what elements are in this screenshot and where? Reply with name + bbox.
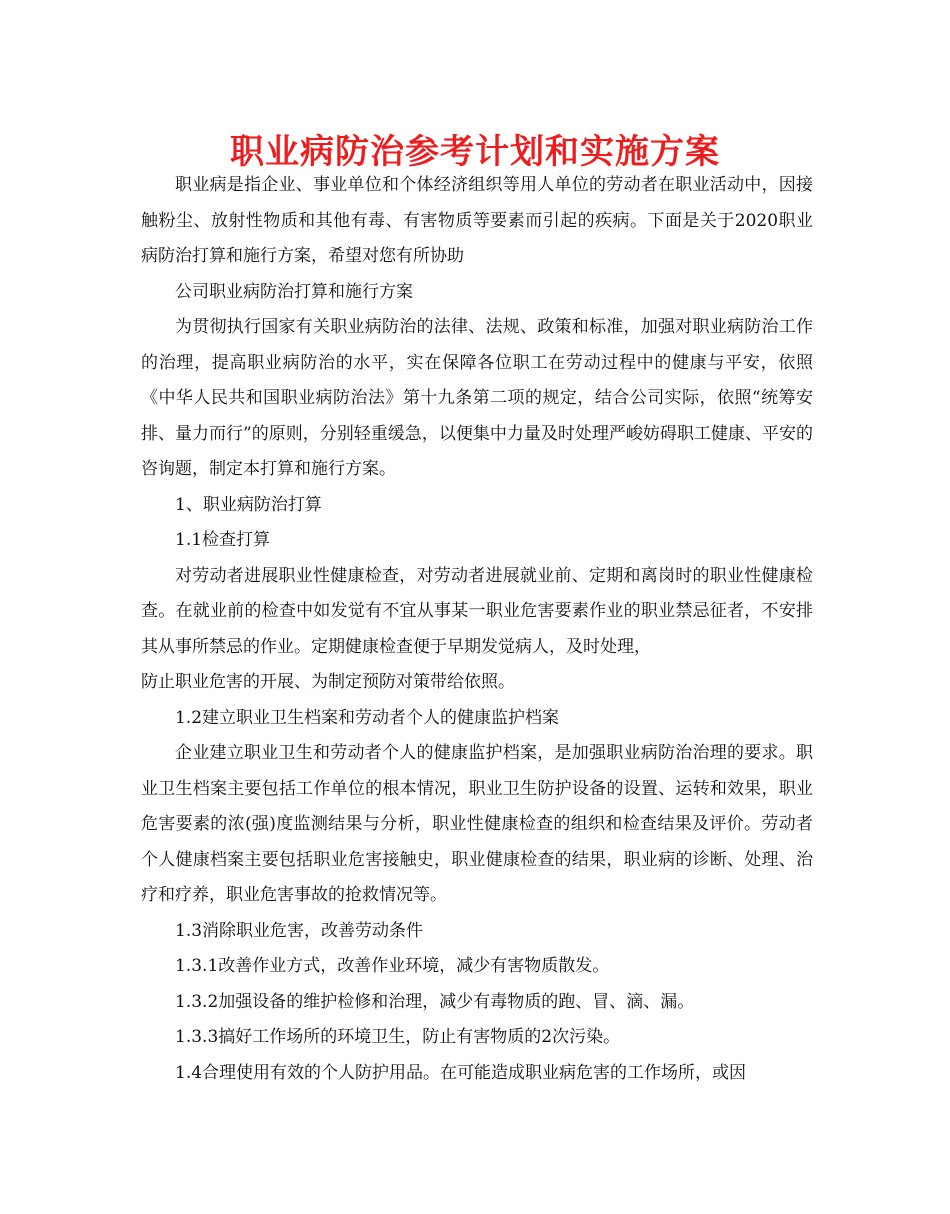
- paragraph-purpose: 为贯彻执行国家有关职业病防治的法律、法规、政策和标准，加强对职业病防治工作的治理，提高职业病防治的水平，实在保障各位职工在劳动过程中的健康与平安，依照《中华人民共和国职业病防治法》第十九条第二项的规定，结合公司实际，依照“统筹安排、量力而行”的原则，分别轻重缓急，以便集中力量及时处理严峻妨碍职工健康、平安的咨询题，制定本打算和施行方案。: [141, 317, 813, 479]
- paragraph-intro: 职业病是指企业、事业单位和个体经济组织等用人单位的劳动者在职业活动中，因接触粉尘、放射性物质和其他有毒、有害物质等要素而引起的疾病。下面是关于2020职业病防治打算和施行方案，希望对您有所协助: [141, 175, 813, 266]
- item-1-3-3: 1.3.3搞好工作场所的环境卫生，防止有害物质的2次污染。: [175, 1027, 621, 1047]
- item-1-3-2: 1.3.2加强设备的维护检修和治理，减少有毒物质的跑、冒、滴、漏。: [175, 991, 695, 1012]
- section-heading-1-1: 1.1检查打算: [175, 530, 271, 550]
- document-body: [141, 168, 813, 1091]
- section-heading-1: 1、职业病防治打算: [175, 494, 322, 515]
- paragraph-health-check-continued: 防止职业危害的开展、为制定预防对策带给依照。: [141, 672, 515, 692]
- section-heading-1-2: 1.2建立职业卫生档案和劳动者个人的健康监护档案: [175, 707, 560, 728]
- paragraph-health-check: 对劳动者进展职业性健康检查，对劳动者进展就业前、定期和离岗时的职业性健康检查。在就业前的检查中如发觉有不宜从事某一职业危害要素作业的职业禁忌征者，不安排其从事所禁忌的作业。定期健康检查便于早期发觉病人，及时处理，: [141, 565, 813, 657]
- paragraph-plan-heading: 公司职业病防治打算和施行方案: [175, 281, 413, 302]
- paragraph-records: 企业建立职业卫生和劳动者个人的健康监护档案，是加强职业病防治治理的要求。职业卫生档案主要包括工作单位的根本情况，职业卫生防护设备的设置、运转和效果，职业危害要素的浓(强)度监测结果与分析，职业性健康检查的组织和检查结果及评价。劳动者个人健康档案主要包括职业危害接触史，职业健康检查的结果，职业病的诊断、处理、治疗和疗养，职业危害事故的抢救情况等。: [141, 743, 813, 905]
- item-1-4: 1.4合理使用有效的个人防护用品。在可能造成职业病危害的工作场所，或因: [175, 1062, 747, 1083]
- item-1-3-1: 1.3.1改善作业方式，改善作业环境，减少有害物质散发。: [175, 956, 610, 976]
- document-title: 职业病防治参考计划和实施方案: [230, 132, 720, 172]
- section-heading-1-3: 1.3消除职业危害，改善劳动条件: [175, 920, 424, 941]
